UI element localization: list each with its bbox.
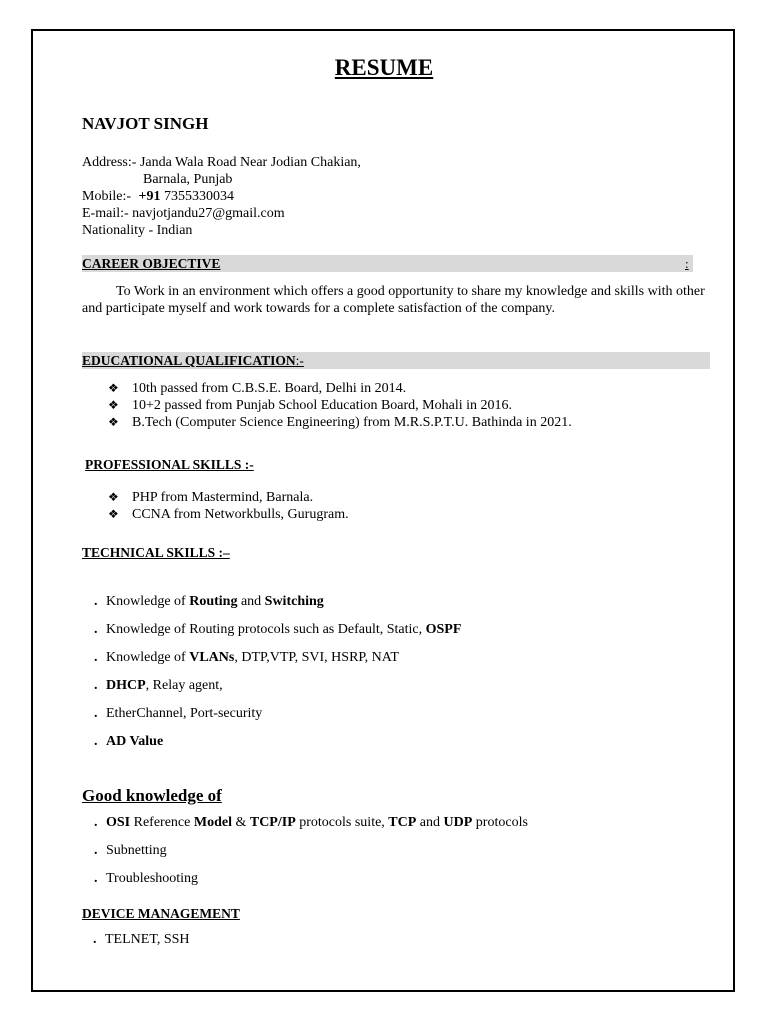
technical-item	[94, 677, 223, 694]
education-heading-suffix: :-	[295, 353, 304, 368]
good-knowledge-item-text: &	[231, 815, 250, 830]
good-knowledge-item	[94, 842, 167, 859]
diamond-bullet-icon: ❖	[108, 507, 119, 521]
diamond-bullet-icon: ❖	[108, 490, 119, 504]
candidate-name: NAVJOT SINGH	[82, 114, 209, 133]
education-item-text: 10th passed from C.B.S.E. Board, Delhi in 2014.	[132, 381, 407, 396]
address-value-1: Janda Wala Road Near Jodian Chakian,	[139, 155, 361, 170]
diamond-bullet-icon: ❖	[108, 381, 119, 395]
career-band-mark: :	[685, 256, 689, 271]
technical-heading: TECHNICAL SKILLS :–	[82, 545, 230, 560]
technical-item	[94, 621, 461, 638]
good-knowledge-item-text: TCP/IP	[249, 815, 296, 830]
good-knowledge-item-text: Reference	[130, 815, 194, 830]
technical-item-text: Knowledge of	[106, 594, 190, 609]
career-heading: CAREER OBJECTIVE	[82, 256, 221, 271]
career-text: To Work in an environment which offers a good opportunity to share my knowledge and skills with other and participate myself and work towards for a complete satisfaction of the company.	[82, 284, 705, 316]
address-line-2: Barnala, Punjab	[143, 172, 233, 187]
device-heading: DEVICE MANAGEMENT	[82, 906, 240, 921]
professional-item-text: CCNA from Networkbulls, Gurugram.	[132, 507, 349, 522]
education-item-text: 10+2 passed from Punjab School Education Board, Mohali in 2016.	[132, 398, 513, 413]
dot-bullet-icon: .	[94, 871, 98, 886]
technical-item-text: EtherChannel, Port-security	[106, 706, 263, 721]
professional-item	[108, 489, 313, 506]
nationality-line: Nationality - Indian	[82, 223, 193, 238]
technical-item	[94, 733, 163, 750]
education-item	[108, 414, 572, 431]
good-knowledge-item	[94, 814, 528, 831]
good-knowledge-item-text: OSI	[106, 815, 131, 830]
diamond-bullet-icon: ❖	[108, 415, 119, 429]
professional-heading: PROFESSIONAL SKILLS :-	[85, 457, 254, 472]
mobile-label: Mobile:-	[82, 189, 131, 204]
dot-bullet-icon: .	[94, 706, 98, 721]
good-knowledge-heading: Good knowledge of	[82, 786, 222, 805]
dot-bullet-icon: .	[93, 932, 97, 947]
good-knowledge-item-text: UDP	[443, 815, 473, 830]
good-knowledge-item-text: TCP	[388, 815, 417, 830]
good-knowledge-item-text: Troubleshooting	[106, 871, 199, 886]
email-label: E-mail:-	[82, 206, 129, 221]
technical-item	[94, 705, 262, 722]
education-item	[108, 397, 512, 414]
dot-bullet-icon: .	[94, 678, 98, 693]
technical-item-text: Knowledge of Routing protocols such as Default, Static,	[106, 622, 426, 637]
technical-item-text: Switching	[264, 594, 324, 609]
good-knowledge-item	[94, 870, 198, 887]
dot-bullet-icon: .	[94, 650, 98, 665]
technical-item-text: VLANs	[189, 650, 235, 665]
dot-bullet-icon: .	[94, 622, 98, 637]
technical-item-text: , DTP,VTP, SVI, HSRP, NAT	[234, 650, 399, 665]
email-line	[82, 205, 285, 222]
device-item-text: TELNET, SSH	[105, 932, 190, 947]
technical-item-text: DHCP	[106, 678, 146, 693]
good-knowledge-item-text: protocols	[472, 815, 528, 830]
good-knowledge-item-text: Subnetting	[106, 843, 167, 858]
email-value: navjotjandu27@gmail.com	[132, 206, 285, 221]
technical-item-text: Routing	[189, 594, 238, 609]
technical-item-text: Knowledge of	[106, 650, 190, 665]
technical-item	[94, 593, 324, 610]
page-title: RESUME	[334, 55, 434, 80]
technical-item-text: AD Value	[106, 734, 164, 749]
mobile-number: 7355330034	[163, 189, 234, 204]
device-item	[93, 931, 190, 948]
diamond-bullet-icon: ❖	[108, 398, 119, 412]
technical-item-text: , Relay agent,	[145, 678, 223, 693]
good-knowledge-item-text: protocols suite,	[295, 815, 389, 830]
mobile-line	[82, 188, 234, 205]
dot-bullet-icon: .	[94, 734, 98, 749]
education-item-text: B.Tech (Computer Science Engineering) from M.R.S.P.T.U. Bathinda in 2021.	[132, 415, 572, 430]
good-knowledge-item-text: Model	[193, 815, 232, 830]
address-line-1	[82, 154, 361, 171]
education-item	[108, 380, 406, 397]
good-knowledge-item-text: and	[416, 815, 444, 830]
technical-item-text: OSPF	[425, 622, 462, 637]
professional-item	[108, 506, 349, 523]
dot-bullet-icon: .	[94, 815, 98, 830]
career-objective-text	[82, 283, 712, 317]
education-heading-text: EDUCATIONAL QUALIFICATION	[82, 353, 296, 368]
technical-item	[94, 649, 399, 666]
technical-item-text: and	[237, 594, 265, 609]
dot-bullet-icon: .	[94, 843, 98, 858]
address-label: Address:-	[82, 155, 137, 170]
professional-item-text: PHP from Mastermind, Barnala.	[132, 490, 314, 505]
dot-bullet-icon: .	[94, 594, 98, 609]
mobile-code: +91	[138, 189, 161, 204]
education-heading	[82, 352, 304, 369]
